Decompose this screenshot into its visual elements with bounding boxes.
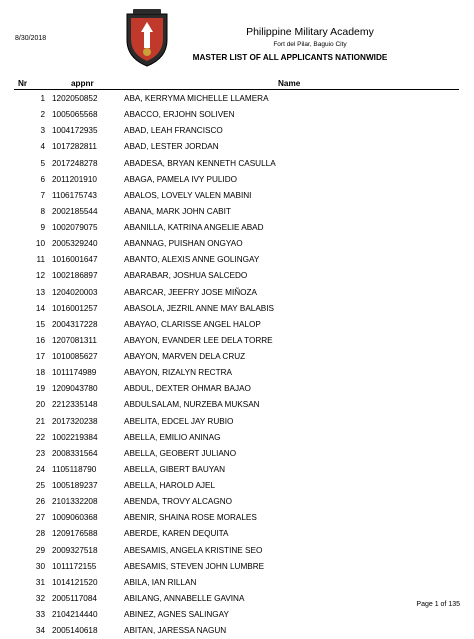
- applicant-number: 2104214440: [52, 610, 98, 619]
- table-row: [0, 333, 474, 349]
- applicant-number: 2011201910: [52, 174, 97, 184]
- row-number: 3: [40, 126, 45, 136]
- table-row: [0, 349, 474, 365]
- row-number: 23: [35, 448, 45, 458]
- applicant-number: 1002079075: [52, 223, 98, 232]
- table-row: [0, 139, 474, 155]
- applicant-number: 1002186897: [52, 271, 98, 281]
- row-number: 6: [40, 174, 45, 184]
- applicant-name: ABASOLA, JEZRIL ANNE MAY BALABIS: [124, 303, 275, 313]
- row-number: 34: [35, 626, 45, 636]
- applicant-name: ABINEZ, AGNES SALINGAY: [124, 610, 229, 619]
- applicant-number: 2008331564: [52, 448, 98, 458]
- applicant-name: ABA, KERRYMA MICHELLE LLAMERA: [124, 94, 269, 103]
- applicant-number: 1009060368: [52, 513, 98, 523]
- table-row: [0, 107, 474, 123]
- applicant-number: 2017248278: [52, 158, 98, 168]
- print-date: 8/30/2018: [15, 35, 47, 42]
- row-number: 13: [35, 287, 45, 297]
- table-row: [0, 607, 474, 623]
- page-indicator: Page 1 of 135: [416, 601, 460, 608]
- table-row: [0, 172, 474, 188]
- applicant-name: ABENDA, TROVY ALCAGNO: [124, 497, 232, 507]
- applicant-name: ABERDE, KAREN DEQUITA: [124, 529, 229, 539]
- row-number: 22: [35, 432, 45, 442]
- institution-name: Philippine Military Academy: [246, 26, 374, 38]
- table-row: [0, 494, 474, 510]
- row-number: 27: [35, 513, 45, 523]
- applicant-number: 2005140618: [52, 626, 98, 636]
- table-row: [0, 123, 474, 139]
- applicant-name: ABANILLA, KATRINA ANGELIE ABAD: [124, 223, 264, 232]
- table-row: [0, 623, 474, 639]
- row-number: 26: [35, 497, 45, 507]
- document-title: MASTER LIST OF ALL APPLICANTS NATIONWIDE: [192, 53, 388, 62]
- applicant-name: ABILA, IAN RILLAN: [124, 577, 197, 587]
- table-row: [0, 510, 474, 526]
- applicant-name: ABDUL, DEXTER OHMAR BAJAO: [124, 384, 251, 394]
- applicant-number: 1207081311: [52, 335, 97, 345]
- table-row: [0, 381, 474, 397]
- applicant-name: ABESAMIS, ANGELA KRISTINE SEO: [124, 545, 263, 555]
- table-row: [0, 236, 474, 252]
- applicant-number: 1005065568: [52, 110, 98, 120]
- applicant-name: ABANA, MARK JOHN CABIT: [124, 206, 231, 216]
- applicant-number: 1005189237: [52, 481, 98, 490]
- row-number: 17: [35, 352, 45, 361]
- table-row: [0, 430, 474, 446]
- table-row: [0, 478, 474, 494]
- row-number: 18: [35, 368, 45, 378]
- table-row: [0, 365, 474, 381]
- table-row: [0, 414, 474, 430]
- applicant-number: 2005117084: [52, 593, 97, 603]
- table-row: [0, 462, 474, 478]
- row-number: 12: [35, 271, 45, 281]
- table-row: [0, 446, 474, 462]
- row-number: 32: [35, 593, 45, 603]
- applicant-number: 2101332208: [52, 497, 98, 507]
- applicant-number: 1106175743: [52, 190, 97, 200]
- applicant-name: ABALOS, LOVELY VALEN MABINI: [124, 190, 252, 200]
- applicant-number: 1209176588: [52, 529, 98, 539]
- applicant-number: 1010085627: [52, 352, 98, 361]
- applicant-name: ABELLA, GEOBERT JULIANO: [124, 448, 237, 458]
- header-divider: [14, 89, 459, 90]
- table-row: [0, 252, 474, 268]
- row-number: 29: [35, 545, 45, 555]
- row-number: 25: [35, 481, 45, 490]
- table-row: [0, 575, 474, 591]
- column-header-appnr: appnr: [71, 79, 94, 88]
- applicant-number: 2004317228: [52, 319, 98, 329]
- row-number: 30: [35, 561, 45, 571]
- applicant-name: ABAYON, EVANDER LEE DELA TORRE: [124, 335, 273, 345]
- row-number: 28: [35, 529, 45, 539]
- applicant-number: 1014121520: [52, 577, 98, 587]
- table-row: [0, 268, 474, 284]
- table-row: [0, 543, 474, 559]
- applicant-number: 1004172935: [52, 126, 98, 136]
- institution-address: Fort del Pilar, Baguio City: [273, 41, 347, 48]
- row-number: 10: [35, 239, 45, 249]
- row-number: 20: [35, 400, 45, 410]
- applicant-name: ABAGA, PAMELA IVY PULIDO: [124, 174, 238, 184]
- applicant-number: 2017320238: [52, 416, 98, 426]
- row-number: 11: [36, 255, 45, 265]
- applicant-name: ABELITA, EDCEL JAY RUBIO: [124, 416, 234, 426]
- table-row: [0, 156, 474, 172]
- row-number: 8: [40, 206, 45, 216]
- table-row: [0, 526, 474, 542]
- applicant-number: 1017282811: [52, 142, 97, 152]
- table-row: [0, 559, 474, 575]
- applicant-table: [0, 91, 474, 639]
- applicant-name: ABAYON, MARVEN DELA CRUZ: [124, 352, 246, 361]
- row-number: 5: [40, 158, 45, 168]
- row-number: 24: [35, 464, 45, 474]
- applicant-number: 2212335148: [52, 400, 98, 410]
- applicant-number: 1002219384: [52, 432, 98, 442]
- table-row: [0, 188, 474, 204]
- institution-header: [210, 26, 410, 48]
- row-number: 19: [35, 384, 45, 394]
- applicant-name: ABDULSALAM, NURZEBA MUKSAN: [124, 400, 260, 410]
- applicant-name: ABAYON, RIZALYN RECTRA: [124, 368, 232, 378]
- table-row: [0, 285, 474, 301]
- applicant-number: 1011174989: [52, 368, 97, 378]
- applicant-number: 1011172155: [52, 561, 97, 571]
- row-number: 21: [35, 416, 45, 426]
- applicant-name: ABAYAO, CLARISSE ANGEL HALOP: [124, 319, 261, 329]
- applicant-name: ABANNAG, PUISHAN ONGYAO: [124, 239, 243, 249]
- row-number: 9: [40, 223, 45, 232]
- row-number: 4: [40, 142, 45, 152]
- applicant-name: ABANTO, ALEXIS ANNE GOLINGAY: [124, 255, 260, 265]
- applicant-number: 1105118790: [52, 464, 97, 474]
- table-row: [0, 91, 474, 107]
- applicant-name: ABARCAR, JEEFRY JOSE MIÑOZA: [124, 287, 257, 297]
- applicant-name: ABELLA, EMILIO ANINAG: [124, 432, 221, 442]
- applicant-number: 2005329240: [52, 239, 98, 249]
- row-number: 2: [40, 110, 45, 120]
- applicant-name: ABACCO, ERJOHN SOLIVEN: [124, 110, 235, 120]
- table-row: [0, 591, 474, 607]
- table-row: [0, 317, 474, 333]
- row-number: 16: [35, 335, 45, 345]
- table-row: [0, 301, 474, 317]
- applicant-number: 1016001257: [52, 303, 98, 313]
- applicant-number: 1209043780: [52, 384, 98, 394]
- applicant-number: 1202050852: [52, 94, 98, 103]
- applicant-name: ABAD, LESTER JORDAN: [124, 142, 219, 152]
- table-row: [0, 204, 474, 220]
- applicant-name: ABARABAR, JOSHUA SALCEDO: [124, 271, 248, 281]
- applicant-number: 1204020003: [52, 287, 98, 297]
- table-row: [0, 397, 474, 413]
- row-number: 33: [35, 610, 45, 619]
- row-number: 31: [35, 577, 45, 587]
- applicant-number: 2009327518: [52, 545, 98, 555]
- row-number: 14: [35, 303, 45, 313]
- row-number: 15: [35, 319, 45, 329]
- applicant-number: 1016001647: [52, 255, 98, 265]
- applicant-name: ABITAN, JARESSA NAGUN: [124, 626, 227, 636]
- applicant-name: ABENIR, SHAINA ROSE MORALES: [124, 513, 257, 523]
- applicant-name: ABADESA, BRYAN KENNETH CASULLA: [124, 158, 276, 168]
- applicant-number: 2002185544: [52, 206, 98, 216]
- table-row: [0, 220, 474, 236]
- applicant-name: ABAD, LEAH FRANCISCO: [124, 126, 223, 136]
- row-number: 7: [40, 190, 45, 200]
- applicant-name: ABILANG, ANNABELLE GAVINA: [124, 593, 245, 603]
- column-header-nr: Nr: [18, 79, 28, 88]
- applicant-name: ABELLA, GIBERT BAUYAN: [124, 464, 226, 474]
- row-number: 1: [40, 94, 45, 103]
- column-header-name: Name: [278, 79, 301, 88]
- applicant-name: ABESAMIS, STEVEN JOHN LUMBRE: [124, 561, 265, 571]
- applicant-name: ABELLA, HAROLD AJEL: [124, 481, 216, 490]
